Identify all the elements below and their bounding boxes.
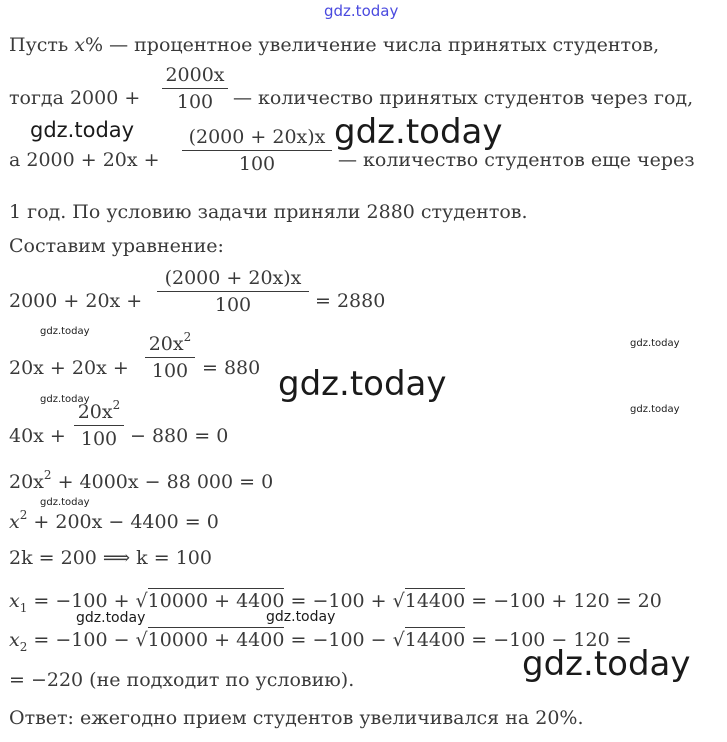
text-line-1: Пусть x% — процентное увеличение числа принятых студентов, — [9, 34, 660, 56]
equation-1-post: = 2880 — [315, 290, 386, 312]
watermark: gdz.today — [30, 118, 135, 142]
equation-5: $x^2 + 200x - 4400 = 0$ — [9, 508, 219, 533]
equation-4: $20x^2 + 4000x - 88$ 000 = 0 — [9, 468, 274, 493]
watermark: gdz.today — [522, 644, 691, 684]
root-x2-continuation: = −220 (не подходит по условию). — [9, 669, 355, 691]
equation-1-pre: 2000 + 20x + — [9, 290, 143, 312]
watermark-small: gdz.today — [630, 338, 680, 349]
text-line-2-pre: тогда 2000 + — [9, 87, 141, 109]
watermark-small: gdz.today — [40, 394, 90, 405]
watermark: gdz.today — [334, 112, 503, 152]
watermark-small: gdz.today — [266, 609, 336, 625]
watermark-small: gdz.today — [76, 610, 146, 626]
watermark-top: gdz.today — [324, 2, 399, 20]
fraction-2000x-over-100: $\frac{2000x}{100}$ — [162, 62, 228, 115]
answer: Ответ: ежегодно прием студентов увеличивался на 20%. — [9, 707, 584, 729]
watermark-small: gdz.today — [40, 326, 90, 337]
equation-3-post: − 880 = 0 — [130, 425, 229, 447]
equation-6: 2k = 200 ⟹ k = 100 — [9, 547, 212, 569]
root-x2: $x_2 = -100 - √10000 + 4400 = -100 - √14400 = -100 - 120$ = — [9, 629, 632, 654]
text-line-3-pre: а 2000 + 20x + — [9, 149, 160, 171]
root-x1: $x_1 = -100 + √10000 + 4400 = -100 + √14400 = -100 + 120 = 20$ — [9, 590, 662, 615]
fraction-students-second-year: $\frac{(2000 + 20x)x}{100}$ — [182, 124, 332, 177]
watermark-small: gdz.today — [630, 404, 680, 415]
watermark: gdz.today — [278, 364, 447, 404]
text-line-2-post: — количество принятых студентов через год, — [233, 87, 694, 109]
equation-2-post: = 880 — [202, 357, 261, 379]
text-line-3-post: — количество студентов еще через — [338, 149, 695, 171]
watermark-small: gdz.today — [40, 497, 90, 508]
equation-2-pre: 20x + 20x + — [9, 357, 129, 379]
equation-3-fraction: $\frac{20x^2}{100}$ — [74, 399, 124, 452]
equation-3-pre: 40x + — [9, 425, 66, 447]
equation-2-fraction: $\frac{20x^2}{100}$ — [145, 331, 195, 384]
equation-1-fraction: $\frac{(2000 + 20x)x}{100}$ — [157, 265, 309, 318]
text-line-4: 1 год. По условию задачи приняли 2880 студентов. — [9, 201, 528, 223]
text-line-5: Составим уравнение: — [9, 235, 224, 257]
